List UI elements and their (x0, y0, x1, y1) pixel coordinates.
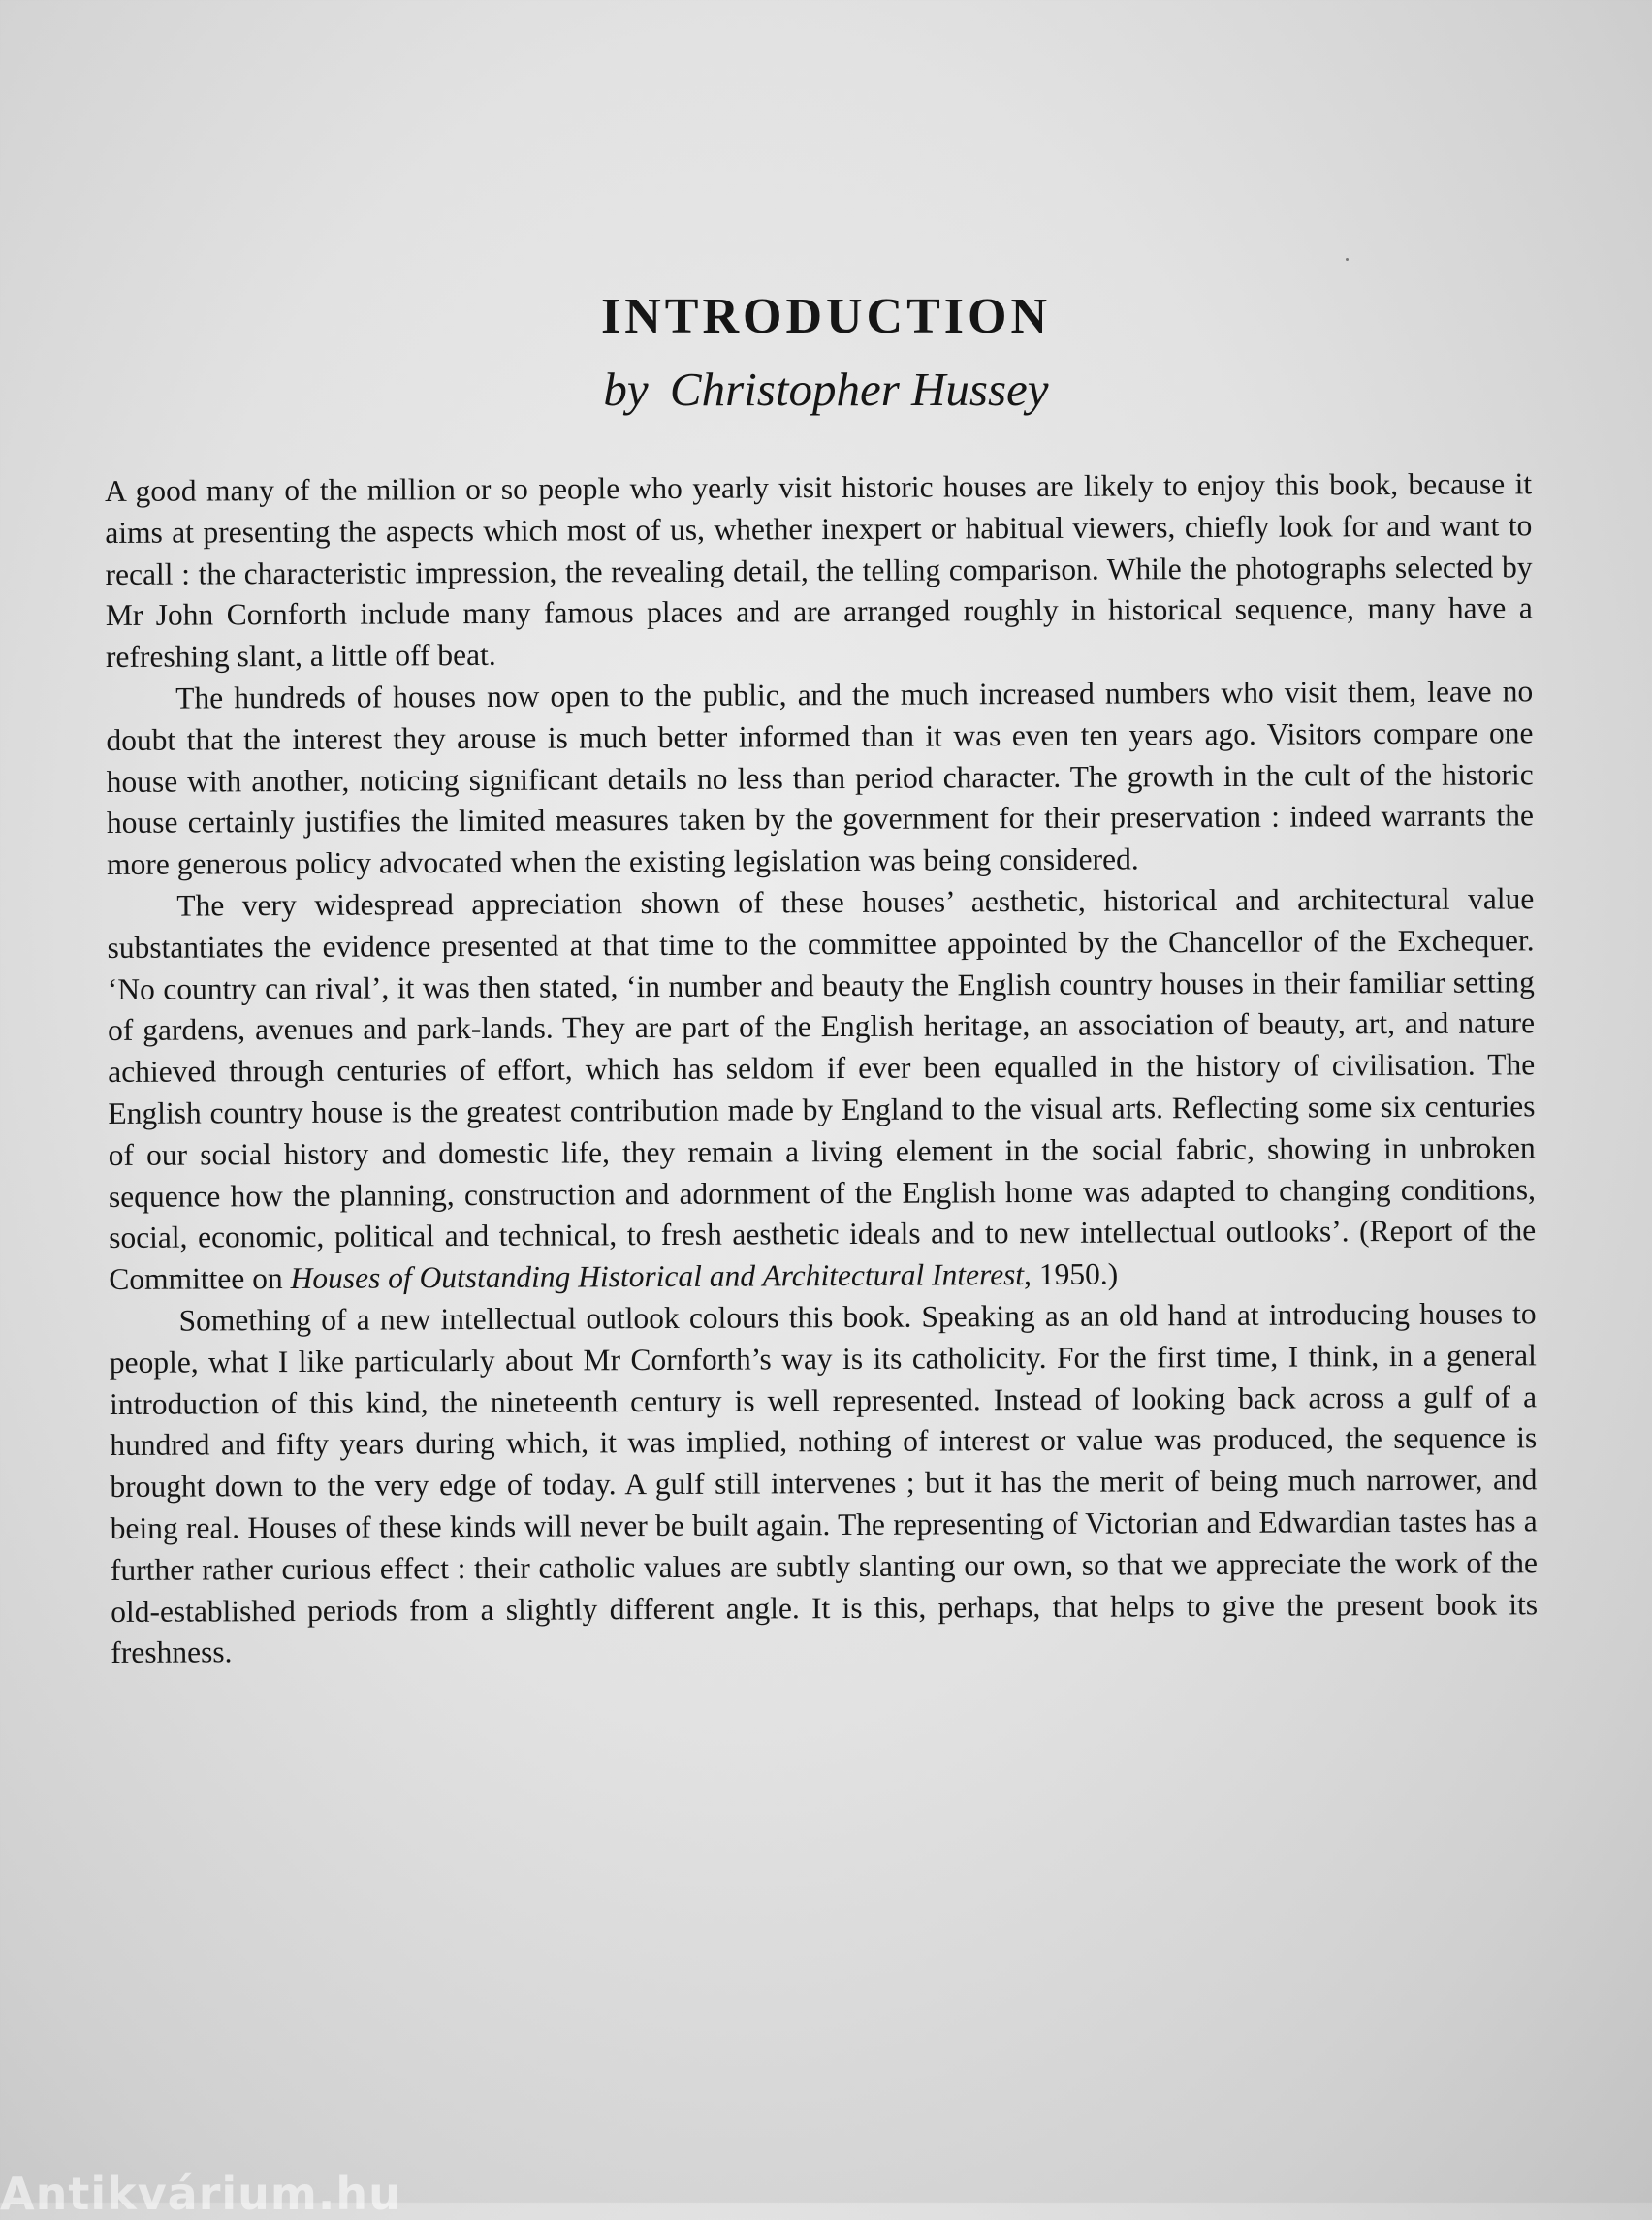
author-byline (0, 361, 1652, 419)
paragraph-3 (107, 878, 1536, 1301)
watermark: Antikvárium.hu (0, 2168, 401, 2220)
report-citation-title: Houses of Outstanding Historical and Architectural Interest (290, 1257, 1025, 1296)
introduction-body (105, 463, 1538, 1674)
paper-speck (1346, 258, 1349, 261)
report-citation-prefix: (Report of the Committee on (109, 1213, 1537, 1297)
page-title: INTRODUCTION (600, 288, 1052, 344)
paragraph-2: The hundreds of houses now open to the public, and the much increased numbers who visit them, leave no doubt that the interest they arouse is much better informed than it was even ten years ago. Visitors compare one house with another, noticing significant details no less than period character. The growth in the cult of the historic house certainly justifies the limited measures taken by the government for their preservation : indeed warrants the more generous policy advocated when the existing legislation was being considered. (106, 674, 1534, 882)
paragraph-1: A good many of the million or so people who yearly visit historic houses are likely to enjoy this book, because it aims at presenting the aspects which most of us, whether inexpert or habitual viewers, chiefly look for and want to recall : the characteristic impression, the revealing detail, the telling comparison. While the photographs selected by Mr John Cornforth include many famous places and are arranged roughly in historical sequence, many have a refreshing slant, a little off beat. (105, 466, 1533, 675)
report-citation-suffix: , 1950.) (1024, 1256, 1119, 1292)
paragraph-3-text: The very widespread appreciation shown of these houses’ aesthetic, historical and architectural value substantiates the evidence presented at that time to the committee appointed by the Chancellor of the Exchequer. ‘No country can rival’, it was then stated, ‘in number and beauty the English country houses in their familiar setting of gardens, avenues and park-lands. They are part of the English heritage, an association of beauty, art, and nature achieved through centuries of effort, which has seldom if ever been equalled in the history of civilisation. The English country house is the greatest contribution made by England to the visual arts. Reflecting some six centuries of our social history and domestic life, they remain a living element in the social fabric, showing in unbroken sequence how the planning, construction and adornment of the English home was adapted to changing conditions, social, economic, political and technical, to fresh aesthetic ideals and to new intellectual outlooks’. (107, 881, 1536, 1255)
paragraph-4: Something of a new intellectual outlook colours this book. Speaking as an old hand at introducing houses to people, what I like particularly about Mr Cornforth’s way is its catholicity. For the first time, I think, in a general introduction of this kind, the nineteenth century is well represented. Instead of looking back across a gulf of a hundred and fifty years during which, it was implied, nothing of interest or value was produced, the sequence is brought down to the very edge of today. A gulf still intervenes ; but it has the merit of being much narrower, and being real. Houses of these kinds will never be built again. The representing of Victorian and Edwardian tastes has a further rather curious effect : their catholic values are subtly slanting our own, so that we appreciate the work of the old-established periods from a slightly different angle. It is this, perhaps, that helps to give the present book its freshness. (109, 1296, 1539, 1670)
author-name: Christopher Hussey (669, 363, 1049, 416)
byline-by: by (603, 363, 649, 416)
